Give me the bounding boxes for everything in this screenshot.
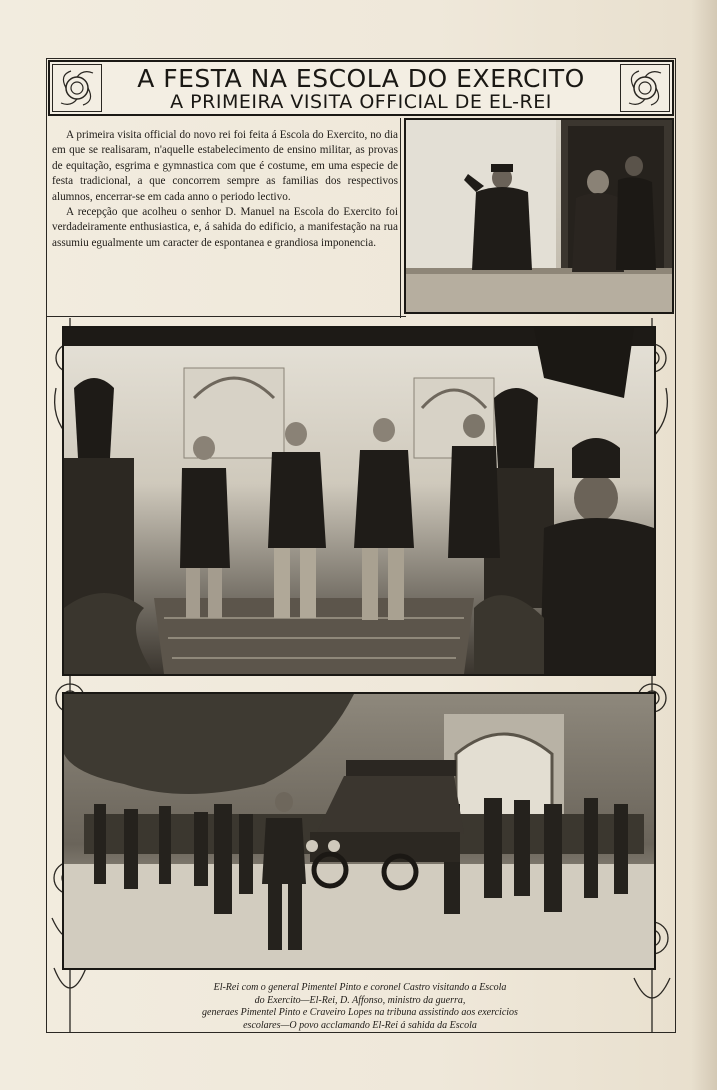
page-title: A FESTA NA ESCOLA DO EXERCITO [137, 64, 585, 93]
title-banner [48, 60, 674, 116]
article-paragraph: A recepção que acolheu o senhor D. Manuel na Escola do Exercito foi verdadeiramente enthusiastica, e, á sahida do edificio, a manifestação na rua assumiu egualmente um caracter de espontanea e grandiosa imponencia. [52, 206, 398, 249]
column-divider [400, 118, 401, 318]
caption-line: generaes Pimentel Pinto e Craveiro Lopes na tribuna assistindo aos exercicios [202, 1007, 518, 1019]
photo-tribune [62, 326, 656, 676]
caption-line: El-Rei com o general Pimentel Pinto e coronel Castro visitando a Escola [213, 982, 507, 993]
page-subtitle: A PRIMEIRA VISITA OFFICIAL DE EL-REI [170, 91, 552, 113]
article-text [52, 128, 398, 251]
page-edge-shadow [691, 0, 717, 1090]
rose-ornament-icon [52, 64, 102, 112]
photo-king-balcony [404, 118, 674, 314]
caption-line: do Exercito—El-Rei, D. Affonso, ministro da guerra, [254, 994, 466, 1006]
photo-crowd-car [62, 692, 656, 970]
section-divider [46, 316, 406, 317]
article-paragraph: A primeira visita official do novo rei foi feita á Escola do Exercito, no dia em que se realisaram, n'aquelle estabelecimento de ensino militar, as provas de equitação, esgrima e gymnastica com que é costume, em uma especie de festa tradicional, a que concorrem sempre as familias dos respectivos alumnos, encerrar-se em cada anno o periodo lectivo. [52, 129, 398, 203]
caption-line: escolares—O povo acclamando El-Rei á sahida da Escola [243, 1019, 477, 1031]
rose-ornament-icon [620, 64, 670, 112]
photo-caption [140, 982, 580, 1032]
